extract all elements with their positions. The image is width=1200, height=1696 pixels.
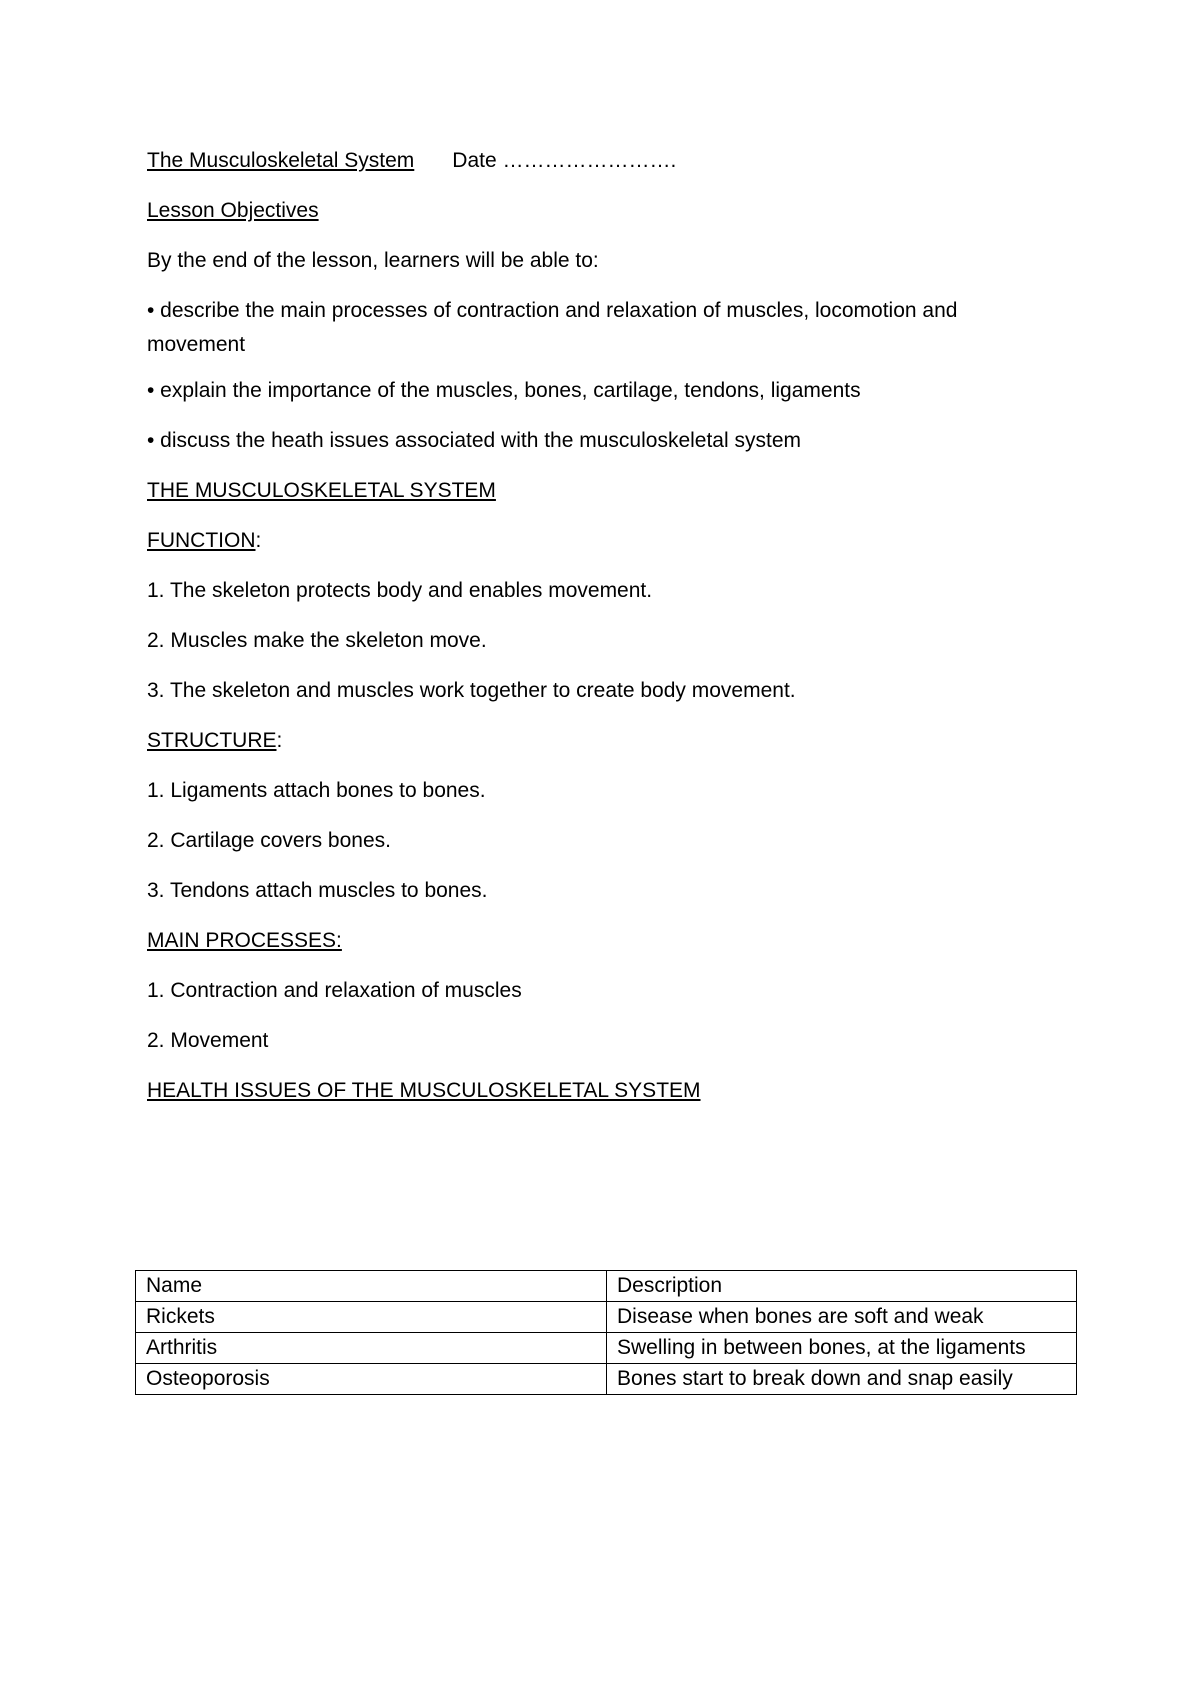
objective-item: • explain the importance of the muscles, bones, cartilage, tendons, ligaments — [147, 379, 861, 402]
table-header-row — [136, 1271, 1077, 1302]
objective-item: • describe the main processes of contraction and relaxation of muscles, locomotion and movement — [147, 299, 958, 356]
function-item: 2. Muscles make the skeleton move. — [147, 629, 487, 652]
structure-heading-line — [147, 726, 282, 756]
objective-item: • discuss the heath issues associated with the musculoskeletal system — [147, 429, 801, 452]
function-heading: FUNCTION — [147, 529, 256, 552]
document-title: The Musculoskeletal System — [147, 149, 415, 172]
table-row — [136, 1302, 1077, 1333]
structure-item: 3. Tendons attach muscles to bones. — [147, 879, 488, 902]
table-cell-name: Arthritis — [136, 1333, 607, 1364]
section-title: THE MUSCULOSKELETAL SYSTEM — [147, 479, 496, 502]
title-line — [147, 146, 676, 176]
structure-item: 2. Cartilage covers bones. — [147, 829, 391, 852]
function-colon: : — [255, 529, 262, 552]
date-field: Date ……………………. — [452, 149, 677, 172]
table-cell-description: Swelling in between bones, at the ligaments — [607, 1333, 1077, 1364]
table-header-cell: Description — [607, 1271, 1077, 1302]
process-item: 2. Movement — [147, 1029, 269, 1052]
function-item: 1. The skeleton protects body and enables movement. — [147, 579, 653, 602]
structure-heading: STRUCTURE — [147, 729, 277, 752]
function-heading-line — [147, 526, 261, 556]
table-cell-description: Disease when bones are soft and weak — [607, 1302, 1077, 1333]
function-item: 3. The skeleton and muscles work together to create body movement. — [147, 679, 796, 702]
process-item: 1. Contraction and relaxation of muscles — [147, 979, 522, 1002]
objectives-intro: By the end of the lesson, learners will be able to: — [147, 249, 599, 272]
processes-heading: MAIN PROCESSES: — [147, 929, 342, 952]
structure-item: 1. Ligaments attach bones to bones. — [147, 779, 486, 802]
table-row — [136, 1333, 1077, 1364]
table-cell-name: Osteoporosis — [136, 1364, 607, 1395]
health-heading: HEALTH ISSUES OF THE MUSCULOSKELETAL SYSTEM — [147, 1079, 701, 1102]
table-cell-name: Rickets — [136, 1302, 607, 1333]
table-header-cell: Name — [136, 1271, 607, 1302]
table-row — [136, 1364, 1077, 1395]
table-cell-description: Bones start to break down and snap easily — [607, 1364, 1077, 1395]
health-issues-table — [135, 1270, 1077, 1395]
structure-colon: : — [276, 729, 283, 752]
objectives-heading: Lesson Objectives — [147, 199, 319, 222]
